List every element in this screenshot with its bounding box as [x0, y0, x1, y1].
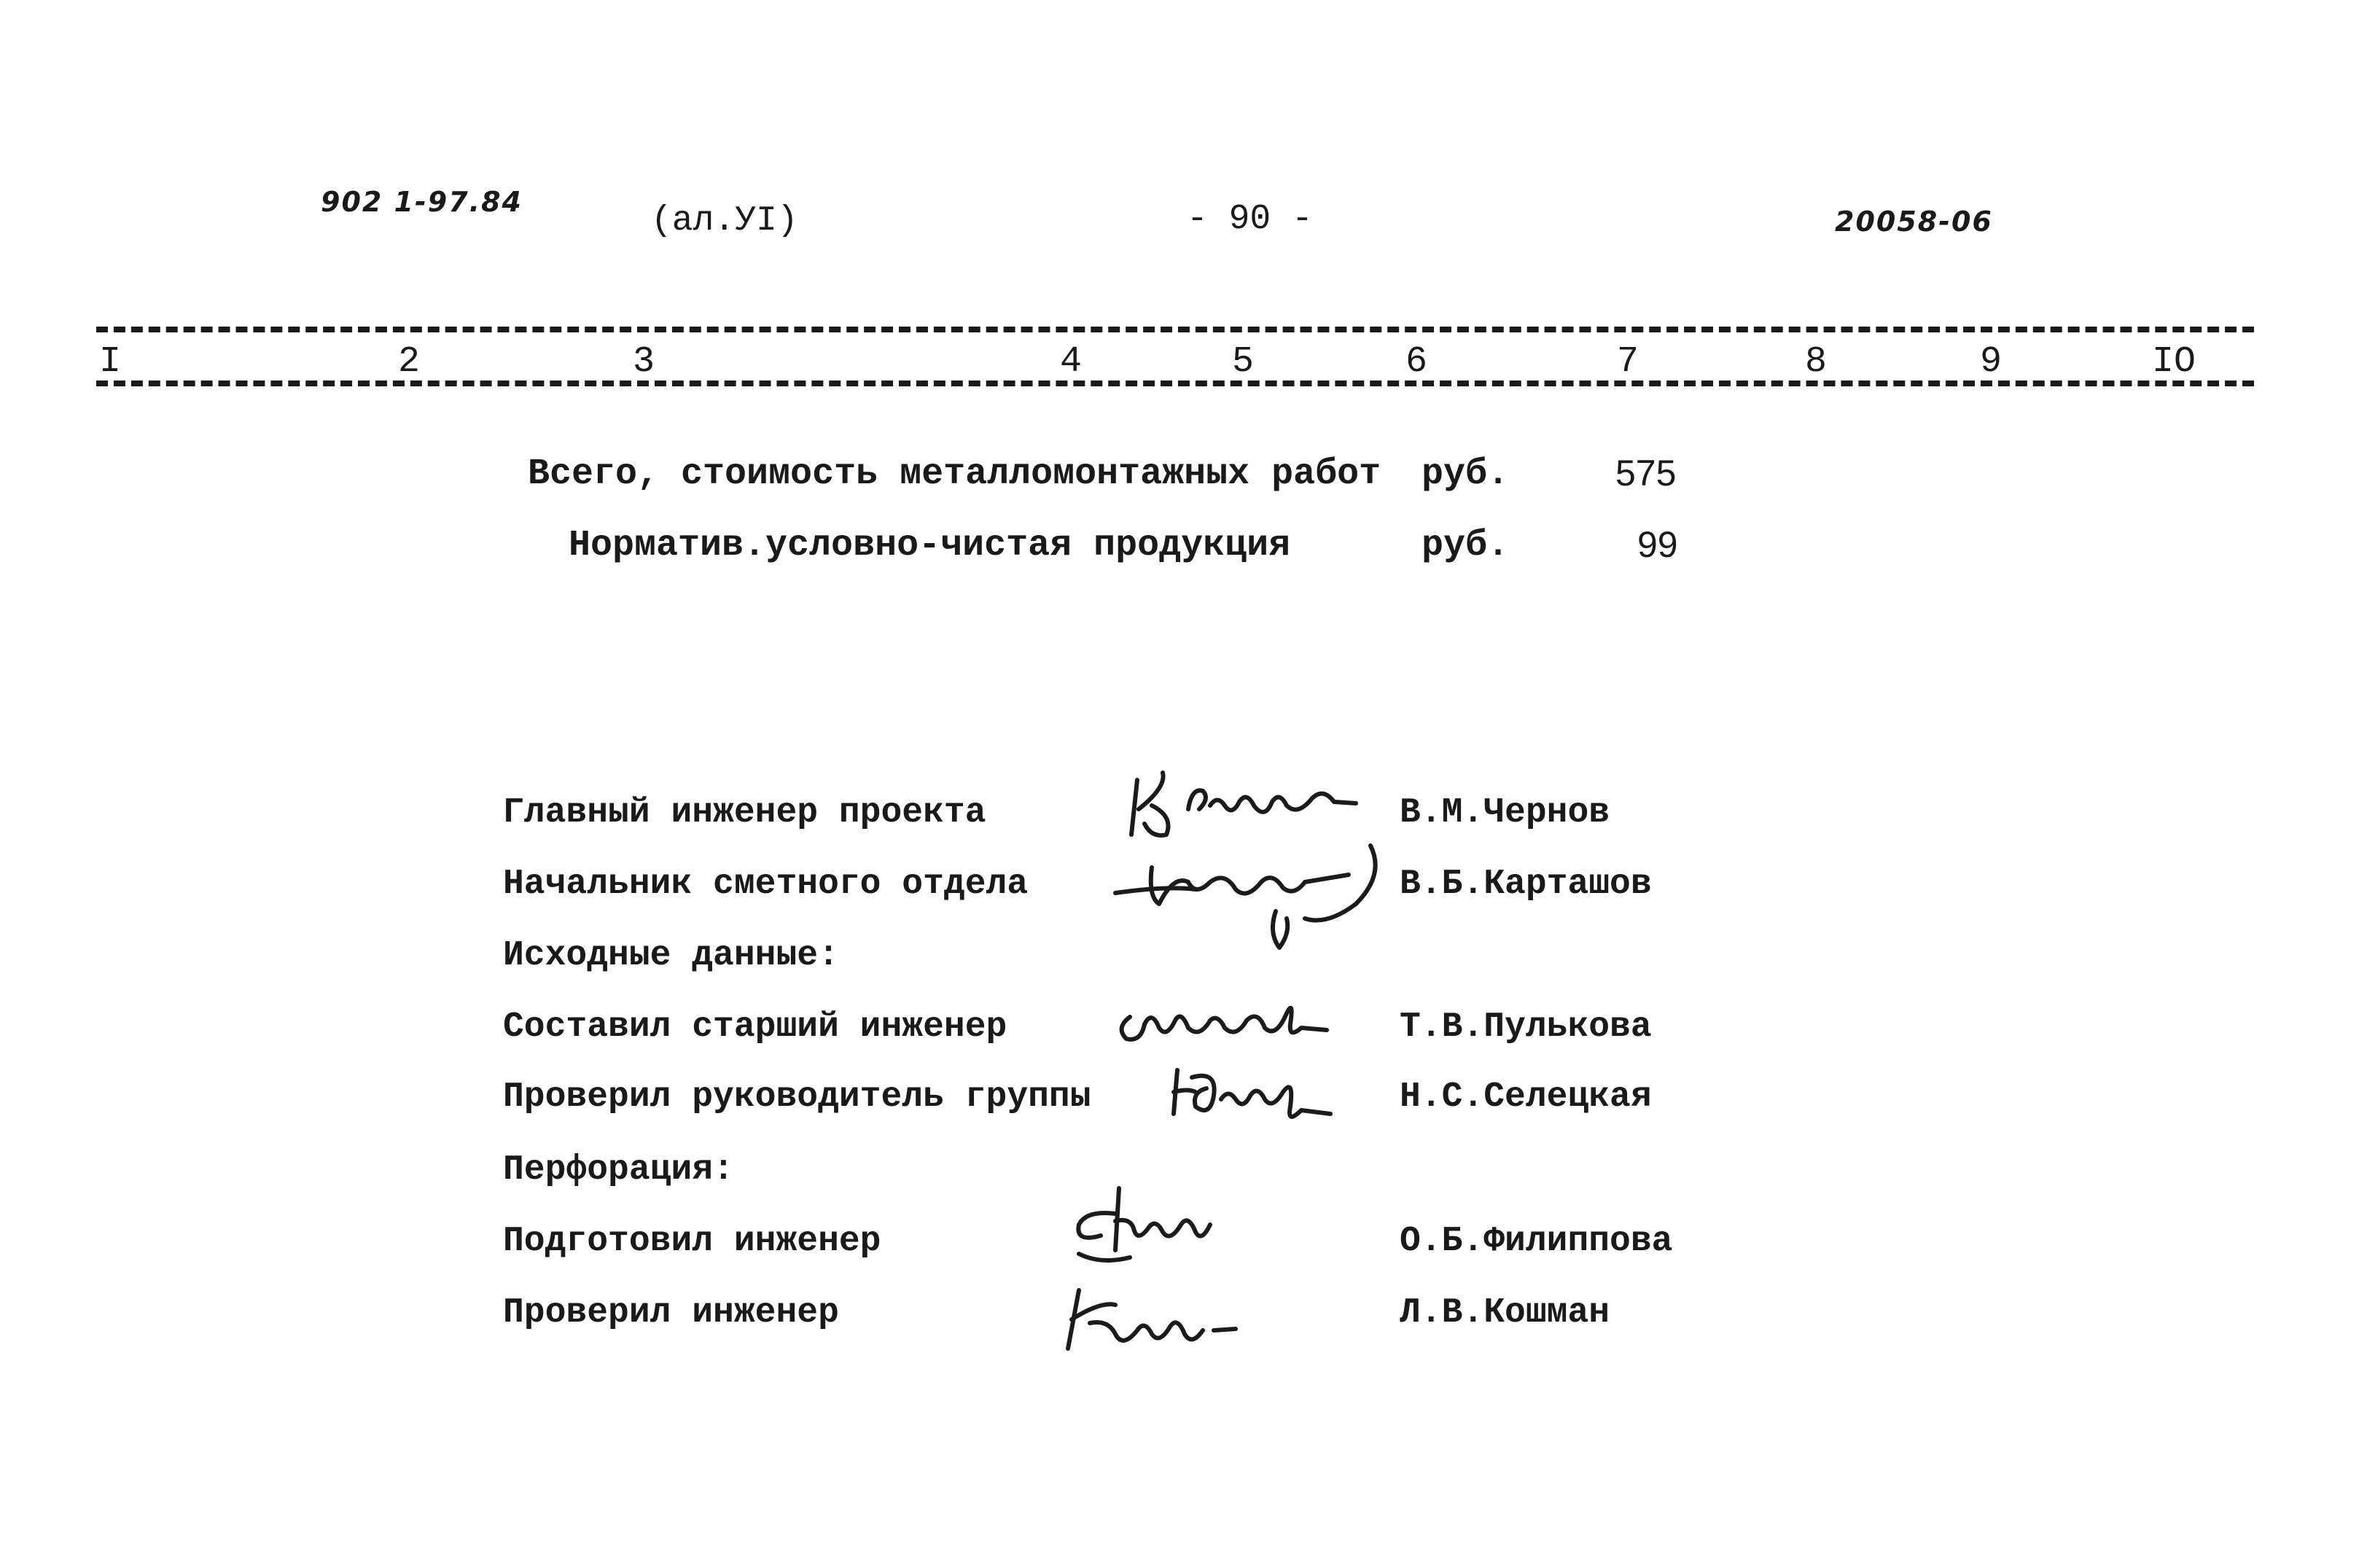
name-kartashov: В.Б.Карташов — [1400, 865, 1652, 904]
total-value: 575 — [1615, 453, 1677, 494]
total-unit: руб. — [1422, 453, 1510, 495]
column-number-3: 3 — [633, 341, 655, 383]
column-number-4: 4 — [1060, 341, 1083, 383]
signature-seletskaya — [1163, 1056, 1338, 1139]
role-chief-engineer: Главный инженер проекта — [503, 793, 986, 832]
page-number: - 90 - — [1187, 200, 1313, 239]
name-pulkova: Т.В.Пулькова — [1400, 1007, 1652, 1047]
dashed-rule-top — [96, 327, 2254, 332]
column-number-1: I — [99, 341, 122, 383]
role-checked-by-group-lead: Проверил руководитель группы — [503, 1077, 1091, 1117]
total-label: Всего, стоимость металломонтажных работ — [528, 453, 1381, 495]
signature-kartashov — [1108, 831, 1392, 959]
net-product-unit: руб. — [1422, 525, 1510, 566]
role-prepared-by: Подготовил инженер — [503, 1222, 881, 1261]
name-seletskaya: Н.С.Селецкая — [1400, 1077, 1652, 1117]
name-koshman: Л.В.Кошман — [1400, 1293, 1610, 1333]
column-number-9: 9 — [1980, 341, 2003, 383]
column-number-8: 8 — [1805, 341, 1828, 383]
role-checked-by-engineer: Проверил инженер — [503, 1293, 839, 1333]
section-perforation: Перфорация: — [503, 1150, 734, 1190]
role-compiled-by: Составил старший инженер — [503, 1007, 1007, 1047]
signature-pulkova — [1108, 988, 1341, 1057]
role-estimate-head: Начальник сметного отдела — [503, 865, 1029, 904]
net-product-label: Норматив.условно-чистая продукция — [569, 525, 1291, 566]
section-source-data: Исходные данные: — [503, 936, 839, 975]
signature-filippova — [1057, 1185, 1232, 1283]
document-code: 902 1-97.84 — [321, 186, 523, 218]
column-number-5: 5 — [1232, 341, 1255, 383]
name-chernov: В.М.Чернов — [1400, 793, 1610, 832]
album-number: (ал.УI) — [651, 201, 798, 241]
name-filippova: О.Б.Филиппова — [1400, 1222, 1673, 1261]
column-number-7: 7 — [1617, 341, 1639, 383]
column-number-10: IO — [2152, 341, 2196, 383]
column-number-2: 2 — [398, 341, 421, 383]
document-number: 20058-06 — [1835, 206, 1993, 238]
column-number-6: 6 — [1405, 341, 1428, 383]
signature-koshman — [1057, 1279, 1247, 1363]
net-product-value: 99 — [1637, 524, 1678, 565]
